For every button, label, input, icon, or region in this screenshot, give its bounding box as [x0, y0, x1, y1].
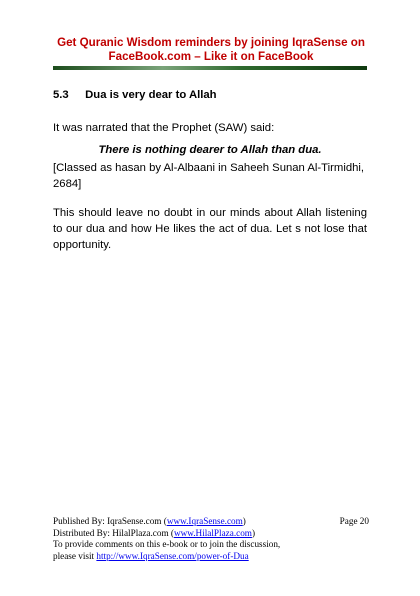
published-suffix: )	[242, 516, 246, 526]
header-divider	[53, 66, 367, 70]
comments-line: To provide comments on this e-book or to join the discussion,	[53, 539, 281, 550]
distributed-prefix: Distributed By: HilalPlaza.com (	[53, 527, 174, 538]
section-heading	[53, 89, 217, 101]
distributed-line	[53, 528, 369, 540]
page-footer	[53, 516, 369, 562]
power-of-dua-link[interactable]: http://www.IqraSense.com/power-of-Dua	[96, 550, 249, 561]
intro-paragraph: It was narrated that the Prophet (SAW) said:	[53, 122, 275, 134]
hadith-quote: There is nothing dearer to Allah than dua.	[98, 144, 322, 156]
header-line-1: Get Quranic Wisdom reminders by joining IqraSense on	[57, 36, 365, 49]
body-paragraph: This should leave no doubt in our minds about Allah listening to our dua and how He likes the act of dua. Let s not lose that opportunity.	[53, 207, 367, 251]
iqrasense-link[interactable]: www.IqraSense.com	[166, 516, 243, 526]
visit-line	[53, 551, 369, 563]
published-line	[53, 516, 369, 528]
section-title: Dua is very dear to Allah	[85, 89, 217, 101]
visit-prefix: please visit	[53, 550, 97, 561]
published-prefix: Published By: IqraSense.com (	[53, 516, 167, 526]
header-banner	[55, 36, 367, 64]
page-number: Page 20	[339, 516, 369, 526]
header-line-2: FaceBook.com – Like it on FaceBook	[108, 50, 314, 63]
hilalplaza-link[interactable]: www.HilalPlaza.com	[173, 527, 252, 538]
section-number: 5.3	[53, 89, 69, 101]
citation: [Classed as hasan by Al-Albaani in Saheeh Sunan Al-Tirmidhi, 2684]	[53, 162, 365, 190]
distributed-suffix: )	[251, 527, 256, 538]
